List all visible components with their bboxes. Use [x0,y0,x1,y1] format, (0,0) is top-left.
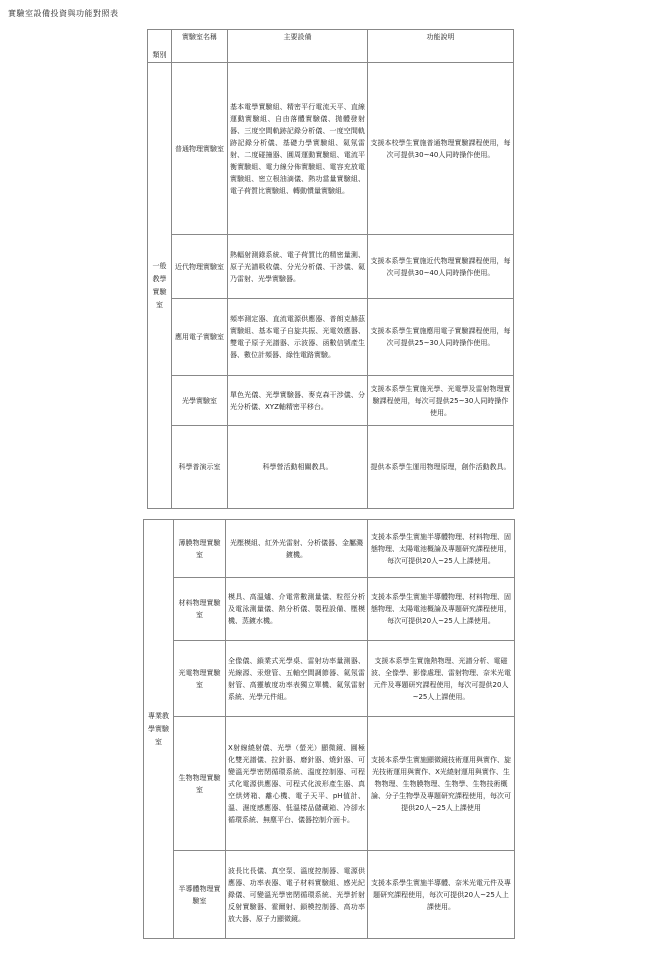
lab-name: 普通物理實驗室 [172,63,228,235]
header-lab-name: 實驗室名稱 [172,30,228,63]
lab-function: 支援本系學生實施應用電子實驗課程使用，每次可提供25~30人同時操作使用。 [368,299,514,376]
category-professional: 專業教學實驗室 [144,520,174,939]
professional-lab-table [143,519,515,939]
lab-equipment: 頻率測定器、直流電源供應器、普朗克赫茲實驗組、基本電子自旋共振、光電效應器、雙電子原子光譜器、示波器、函數信號產生器、數位計頻器、綠性電路實驗。 [228,299,368,376]
lab-equipment: 基本電學實驗組、精密平行電流天平、直線運動實驗組、自由落體實驗儀、拋體發射器、三度空間軌跡記錄分析儀、一度空間軌跡記錄分析儀、基礎力學實驗組、氦氖雷射、二度碰撞器、圓周運動實驗組、電流平衡實驗組、電力線分佈實驗組、電容充放電實驗組、密立根油滴儀、熱功當量實驗組、電子荷質比實驗組、轉動慣量實驗組。 [228,63,368,235]
lab-name: 光電物理實驗室 [174,641,226,717]
general-lab-table [147,29,514,509]
lab-name: 近代物理實驗室 [172,235,228,299]
lab-function: 支援本系學生實施光學、光電學及雷射物理實驗課程使用，每次可提供25~30人同時操作使用。 [368,376,514,426]
lab-name: 材料物理實驗室 [174,578,226,641]
table-row [148,235,514,299]
table-row [148,63,514,235]
page-title: 實驗室設備投資與功能對照表 [8,9,119,18]
lab-equipment: 波長比長儀、真空泵、溫度控制器、電源供應器、功率表器、電子材料實驗組、感光紀錄儀、可變溫光學密閉循環系統、光學折射反射實驗器、霍爾射、鎖模控制器、高功率放大器、原子力顯微鏡。 [226,851,368,939]
header-equipment: 主要設備 [228,30,368,63]
table-row [144,851,515,939]
header-category: 類別 [148,30,172,63]
table-row [144,717,515,851]
header-function: 功能說明 [368,30,514,63]
lab-equipment: 科學營活動相關教具。 [228,426,368,509]
lab-function: 支援本系學生實施半導體物理、材料物理、固態物理、太陽電池概論及專題研究課程使用，每次可提供20人~25人上課使用。 [368,578,515,641]
lab-name: 光學實驗室 [172,376,228,426]
lab-name: 半導體物理實驗室 [174,851,226,939]
lab-name: 薄膜物理實驗室 [174,520,226,578]
table-row [148,426,514,509]
lab-equipment: X射線繞射儀、光學（螢光）顯微鏡、圓極化雙光譜儀、拉針器、磨針器、燒針器、可變溫光學密閉循環系統、溫度控制器、可程式化電源供應器、可程式化波形產生器、真空烘烤箱、離心機、電子天平、pH值計、溫、濕度感應器、低溫樣品儲藏箱、冷卻水循環系統、無塵平台、儀器控制介面卡。 [226,717,368,851]
lab-function: 支援本系學生實施熱物理、光譜分析、電磁波、全像學、影像處理、雷射物理、奈米光電元件及專題研究課程使用，每次可提供20人~25人上課使用。 [368,641,515,717]
table-row [148,299,514,376]
lab-equipment: 光壓模組、紅外光雷射、分析儀器、金屬濺鍍機。 [226,520,368,578]
lab-equipment: 全像儀、鎖業式光學桌、雷射功率量測器、光線源、汞燈管、五軸空間調節器、氦氖雷射管、高靈敏度功率表獨立單機、氦氖雷射系統、光學元件組。 [226,641,368,717]
lab-function: 支援本系學生實施半導體物理、材料物理、固態物理、太陽電池概論及專題研究課程使用，每次可提供20人~25人上課使用。 [368,520,515,578]
lab-function: 支援本系學生實施近代物理實驗課程使用，每次可提供30~40人同時操作使用。 [368,235,514,299]
category-general: 一般教學實驗室 [148,63,172,509]
lab-name: 應用電子實驗室 [172,299,228,376]
table-row [144,520,515,578]
lab-function: 支援本系學生實施半導體、奈米光電元件及專題研究課程使用，每次可提供20人~25人上課使用。 [368,851,515,939]
lab-function: 支援本校學生實施普通物理實驗課程使用，每次可提供30~40人同時操作使用。 [368,63,514,235]
table-row [144,641,515,717]
lab-name: 生物物理實驗室 [174,717,226,851]
lab-function: 提供本系學生運用物理原理，創作活動教具。 [368,426,514,509]
table-row [148,376,514,426]
lab-function: 支援本系學生實施顯微鏡技術運用與實作、旋光技術運用與實作、X光繞射運用與實作、生物物理、生物膜物理、生物學、生物技術概論、分子生物學及專題研究課程使用，每次可提供20人~25人上課使用 [368,717,515,851]
lab-equipment: 單色光儀、光學實驗器、麥克森干涉儀、分光分析儀、XYZ軸精密平移台。 [228,376,368,426]
lab-equipment: 熱輻射測錄系統、電子荷質比的精密量測、原子光譜吸收儀、分光分析儀、干涉儀、氦乃雷射、光學實驗器。 [228,235,368,299]
table-row [144,578,515,641]
header-row [148,30,514,63]
lab-equipment: 模具、高溫爐、介電常數測量儀、粒徑分析及電泳測量儀、熱分析儀、製程設備、壓模機、蒸鍍水機。 [226,578,368,641]
lab-name: 科學普演示室 [172,426,228,509]
